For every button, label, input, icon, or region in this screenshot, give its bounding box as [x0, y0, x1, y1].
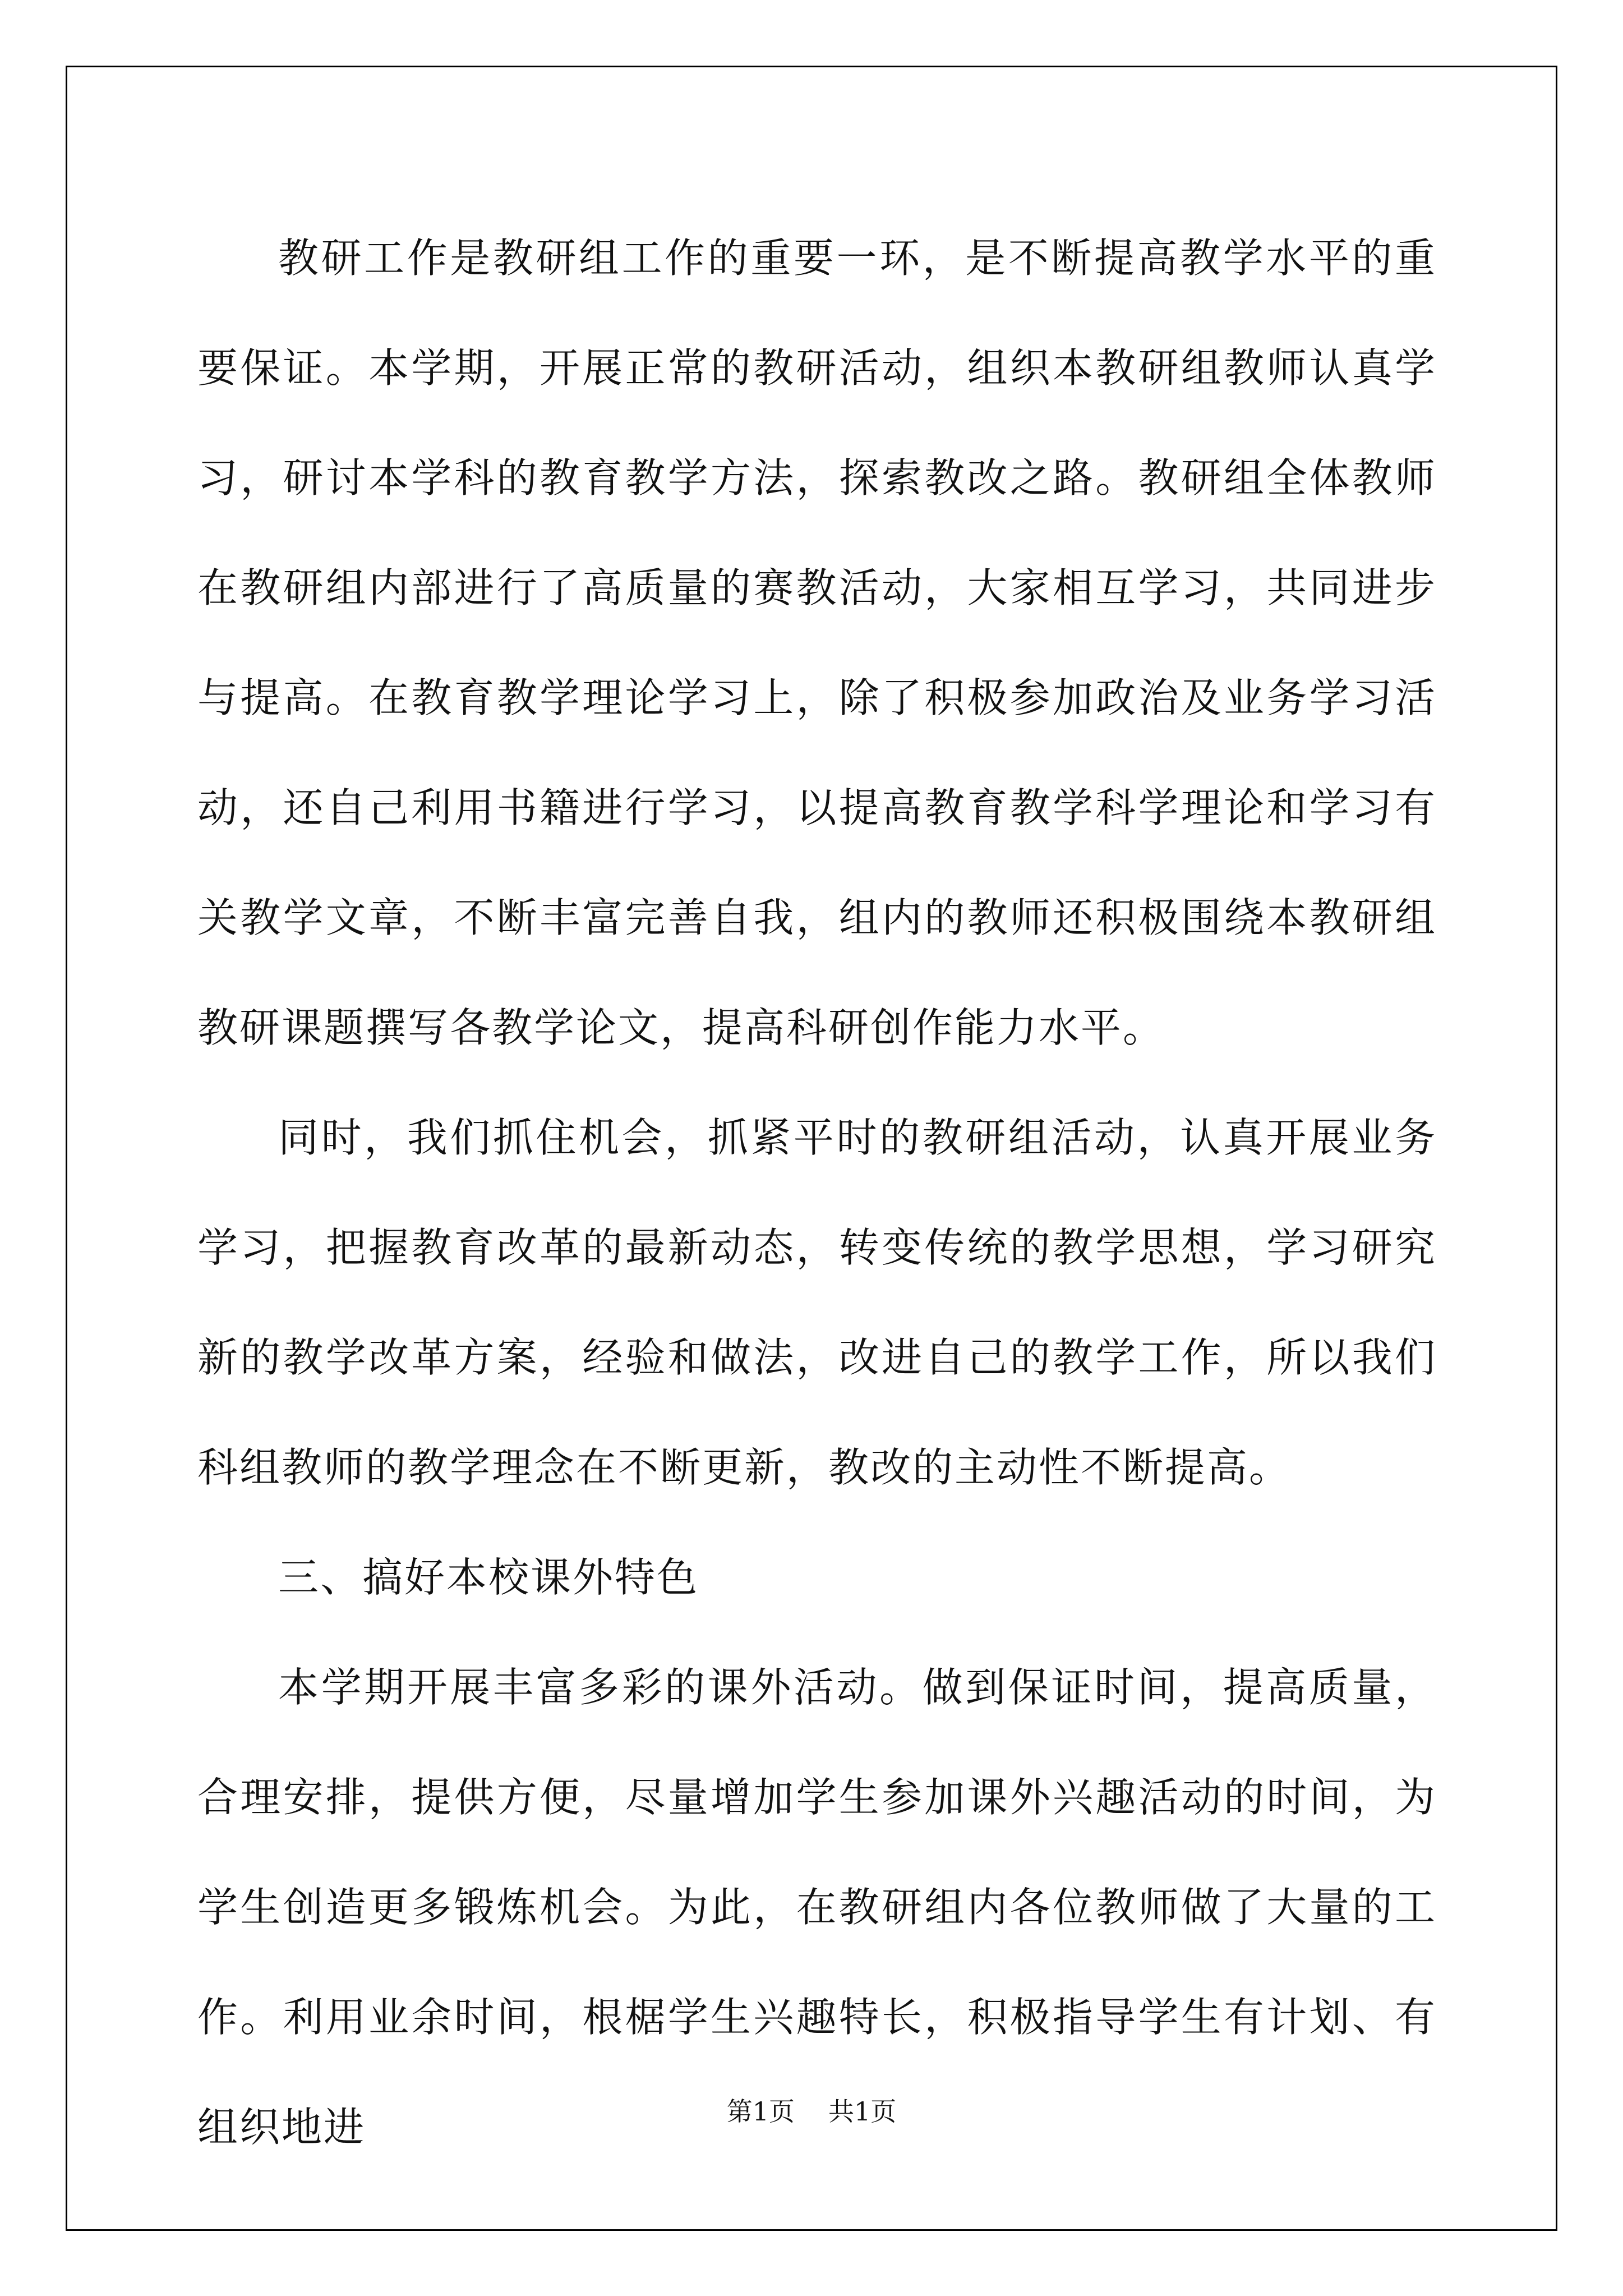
paragraph-teaching-reform: 同时，我们抓住机会，抓紧平时的教研组活动，认真开展业务学习，把握教育改革的最新动态，转变传统的教学思想，学习研究新的教学改革方案，经验和做法，改进自己的教学工作，所以我们科组教师的教学理念在不断更新，教改的主动性不断提高。	[197, 1114, 1437, 1491]
paragraph-teaching-research: 教研工作是教研组工作的重要一环，是不断提高教学水平的重要保证。本学期，开展正常的教研活动，组织本教研组教师认真学习，研讨本学科的教育教学方法，探索教改之路。教研组全体教师在教研组内部进行了高质量的赛教活动，大家相互学习，共同进步与提高。在教育教学理论学习上，除了积极参加政治及业务学习活动，还自己利用书籍进行学习，以提高教育教学科学理论和学习有关教学文章，不断丰富完善自我，组内的教师还积极围绕本教研组教研课题撰写各教学论文，提高科研创作能力水平。	[197, 234, 1437, 1051]
page-number: 第1页	[726, 2096, 795, 2127]
section-heading-extracurricular: 三、搞好本校课外特色	[278, 1554, 699, 1601]
page-footer	[0, 2091, 1623, 2128]
paragraph-extracurricular-activities: 本学期开展丰富多彩的课外活动。做到保证时间，提高质量，合理安排，提供方便，尽量增加学生参加课外兴趣活动的时间，为学生创造更多锻炼机会。为此，在教研组内各位教师做了大量的工作。利用业余时间，根椐学生兴趣特长，积极指导学生有计划、有组织地进	[197, 1664, 1437, 2151]
page-total: 共1页	[828, 2096, 897, 2127]
document-body	[197, 203, 1437, 2182]
